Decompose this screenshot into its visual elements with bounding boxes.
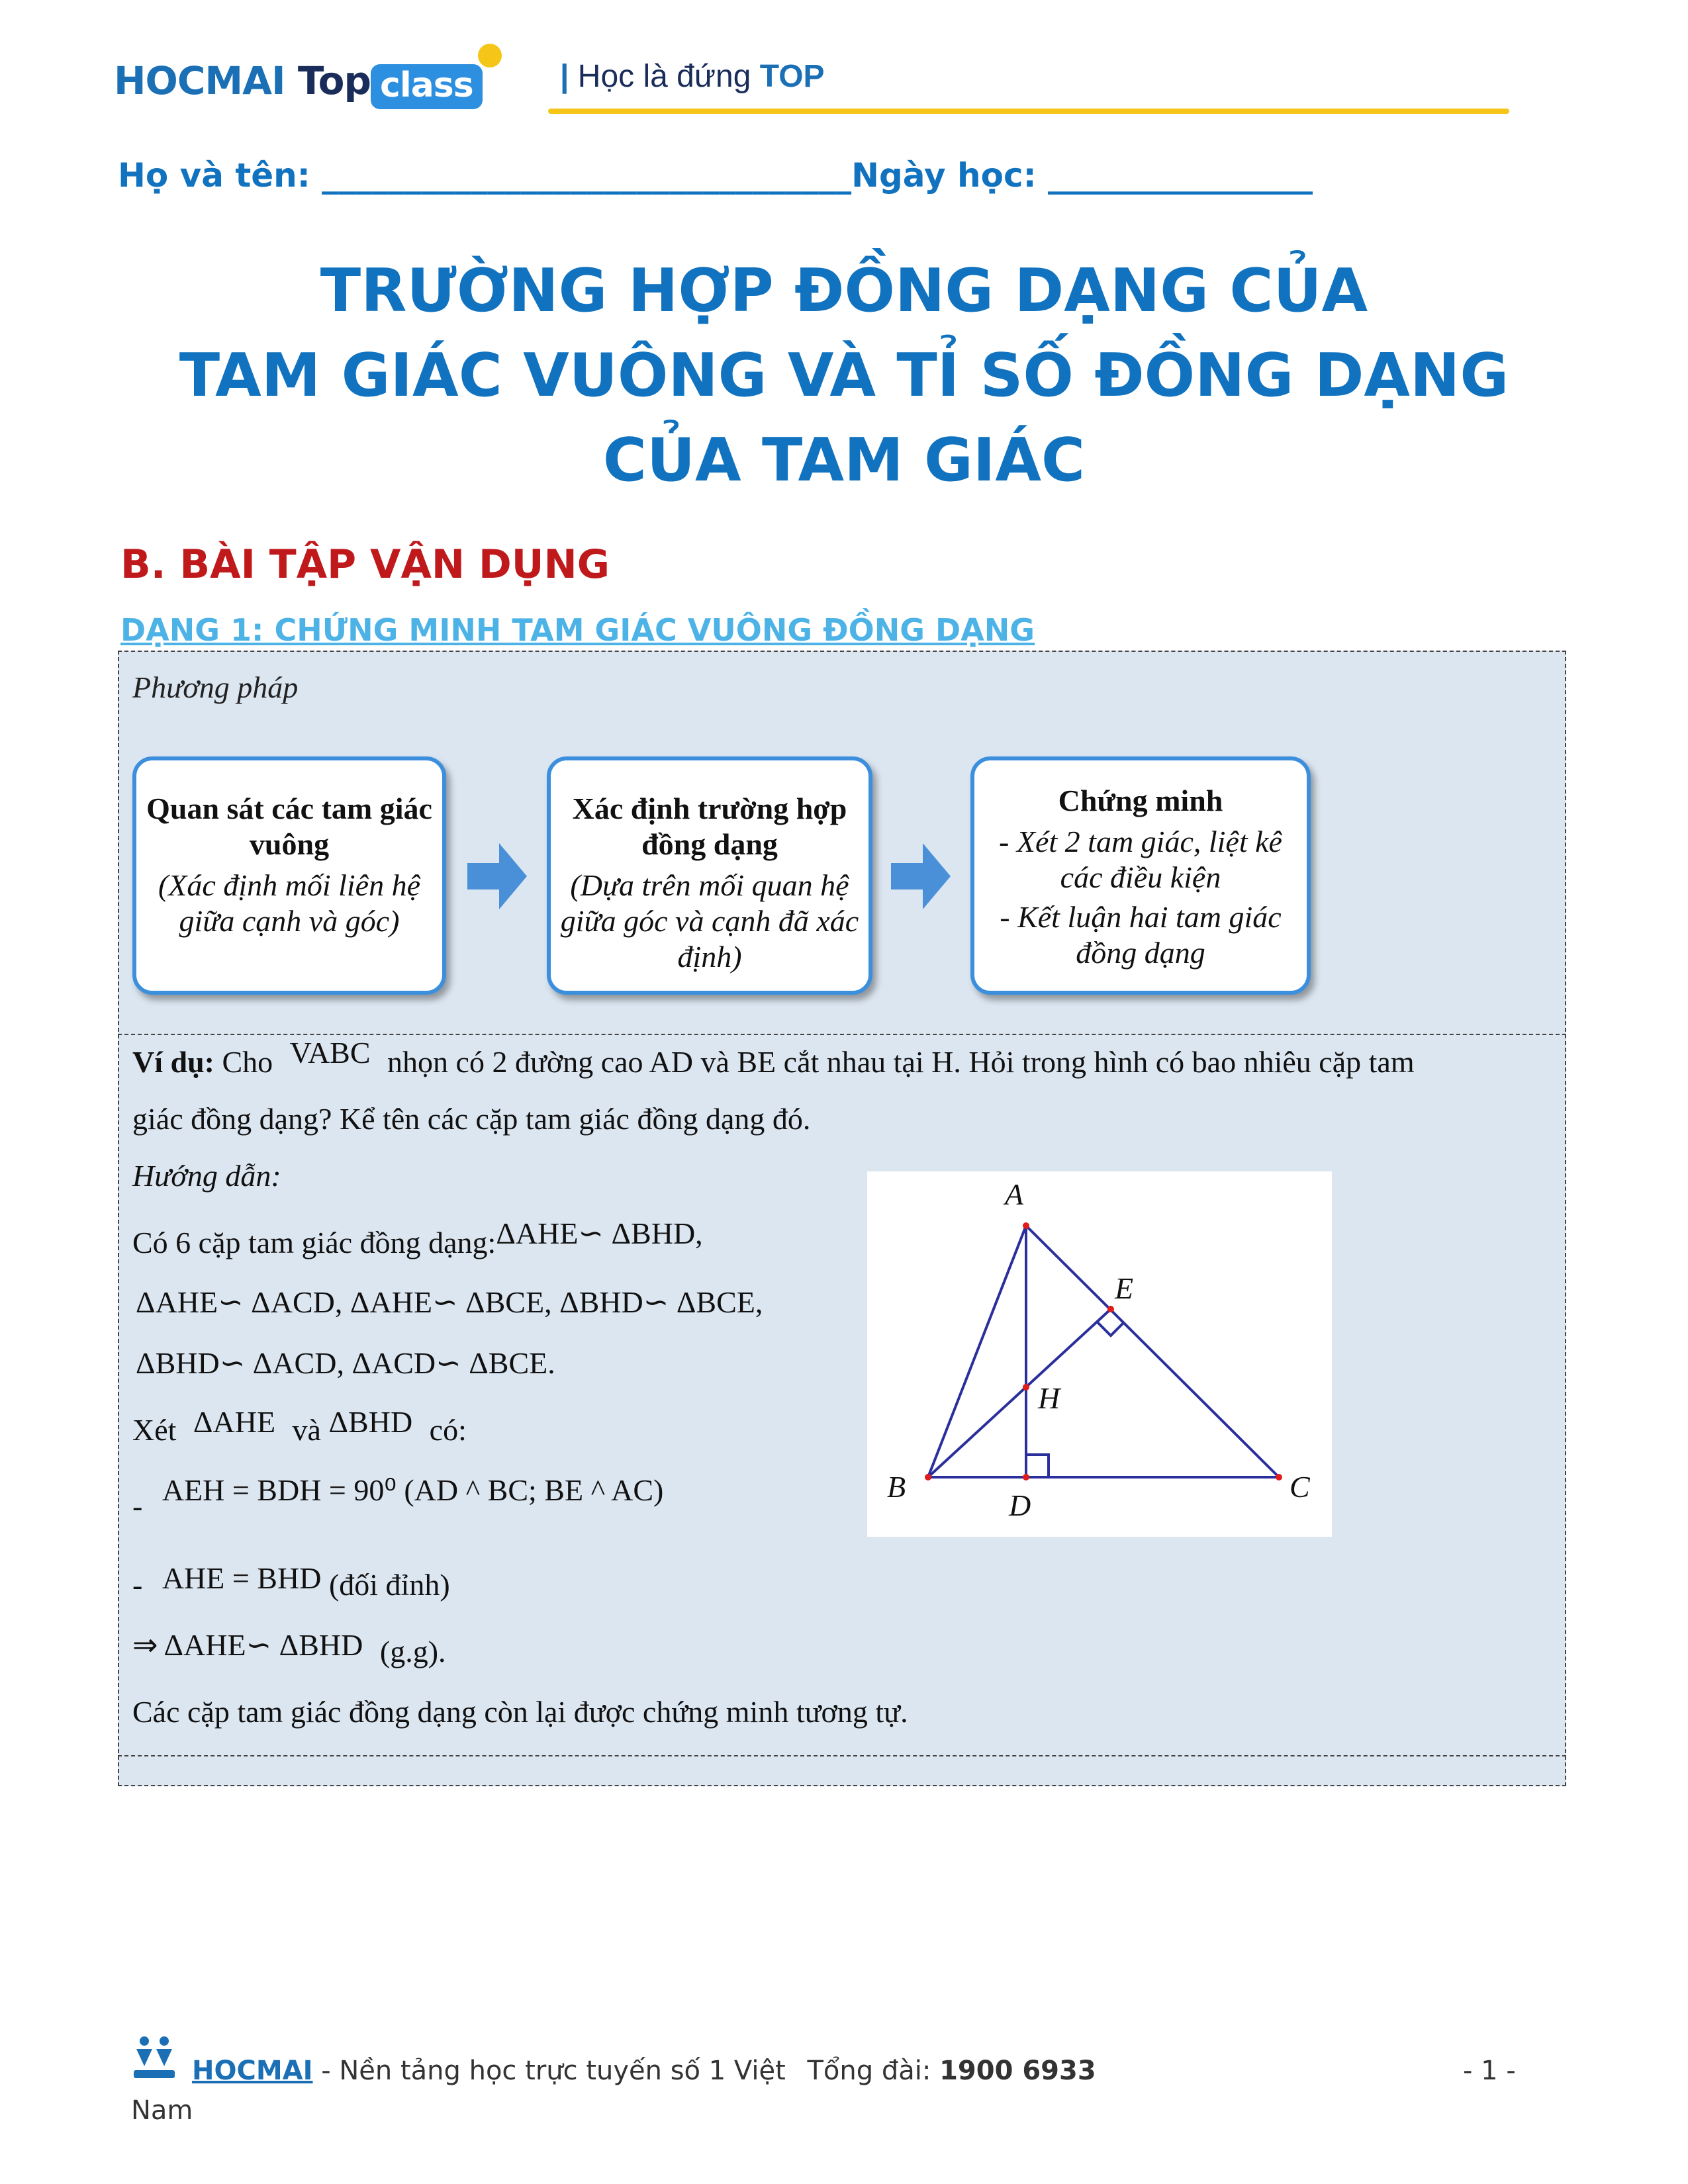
point-h [1023, 1384, 1029, 1390]
label-h: H [1038, 1381, 1060, 1415]
guide-line-2: ΔAHE∽ ΔACD, ΔAHE∽ ΔBCE, ΔBHD∽ ΔBCE, [136, 1285, 763, 1319]
point-a [1023, 1222, 1029, 1229]
guide-line-5 [132, 1472, 664, 1523]
star-icon [478, 44, 502, 68]
name-label: Họ và tên: [118, 156, 310, 195]
card-body: (Dựa trên mối quan hệ giữa góc và cạnh đã xác định) [560, 868, 859, 974]
title-line-3: CỦA TAM GIÁC [602, 426, 1086, 495]
title-line-2: TAM GIÁC VUÔNG VÀ TỈ SỐ ĐỒNG DẠNG [179, 341, 1509, 410]
dash: - [132, 1489, 143, 1523]
gg-note: (g.g). [379, 1635, 446, 1668]
section-subheading: DẠNG 1: CHỨNG MINH TAM GIÁC VUÔNG ĐỒNG DẠNG [120, 612, 1035, 648]
conclusion: ⇒ ΔAHE∽ ΔBHD [132, 1628, 363, 1662]
guide-prefix: Có 6 cặp tam giác đồng dạng: [132, 1226, 496, 1259]
label-d: D [1009, 1488, 1031, 1522]
arrow-right-icon [891, 843, 951, 909]
card-title: Chứng minh [1058, 784, 1223, 817]
guide-line-6 [132, 1561, 450, 1602]
label-c: C [1289, 1470, 1310, 1504]
footer-link[interactable]: HOCMAI [192, 2056, 313, 2086]
slogan-bold: TOP [759, 59, 825, 94]
date-label: Ngày học: [851, 156, 1037, 195]
slogan-divider: | [560, 59, 569, 94]
footer-tail: Nam [131, 2095, 193, 2126]
page-title [0, 249, 1688, 503]
angle-equation: AEH = BDH = 90⁰ (AD ^ BC; BE ^ AC) [162, 1473, 664, 1507]
point-e [1107, 1306, 1114, 1312]
date-blank: ________________ [1048, 156, 1313, 195]
slogan-text: Học là đứng [577, 59, 751, 94]
footer-text [192, 2056, 1096, 2086]
triangle-figure [867, 1171, 1332, 1537]
method-card-identify [547, 756, 872, 995]
box-divider [118, 1034, 1566, 1035]
label-e: E [1115, 1271, 1134, 1305]
label-a: A [1005, 1177, 1024, 1211]
guide-line-7 [132, 1628, 446, 1669]
footer-desc: - Nền tảng học trực tuyến số 1 Việt [312, 2056, 786, 2086]
example-line-1 [132, 1036, 1415, 1079]
title-line-1: TRƯỜNG HỢP ĐỒNG DẠNG CỦA [320, 256, 1368, 326]
student-info-row [118, 156, 1313, 195]
card-title: Quan sát các tam giác vuông [146, 792, 432, 861]
example-line-2: giác đồng dạng? Kể tên các cặp tam giác đồng dạng đó. [132, 1102, 811, 1136]
card-body: (Xác định mối liên hệ giữa cạnh và góc) [158, 868, 420, 938]
guide-line-1 [132, 1216, 703, 1260]
tri-ahe: ΔAHE [193, 1405, 276, 1439]
section-heading: B. BÀI TẬP VẬN DỤNG [120, 541, 610, 588]
altitude-be [928, 1309, 1111, 1477]
example-cho: Cho [222, 1045, 273, 1079]
arrow-right-icon [467, 843, 527, 909]
card-title: Xác định trường hợp đồng dạng [572, 792, 847, 861]
card-body-2: - Kết luận hai tam giác đồng dạng [1000, 900, 1282, 970]
side-ab [928, 1226, 1026, 1477]
guide-line-3: ΔBHD∽ ΔACD, ΔACD∽ ΔBCE. [136, 1346, 555, 1380]
guide-math: ΔAHE∽ ΔBHD, [496, 1216, 703, 1250]
triangle-diagram [867, 1171, 1332, 1537]
tri-bhd: ΔBHD [328, 1405, 413, 1439]
label-b: B [887, 1470, 906, 1504]
vertical-note: (đối đỉnh) [328, 1568, 450, 1602]
slogan [560, 58, 825, 95]
brand-class: class [371, 64, 483, 109]
point-c [1276, 1474, 1282, 1480]
method-card-prove [970, 756, 1311, 995]
brand-top: Top [297, 58, 371, 103]
method-label: Phương pháp [132, 670, 299, 704]
box-divider-bottom [118, 1755, 1566, 1756]
xet: Xét [132, 1413, 177, 1447]
hotline-label: Tổng đài: [807, 2056, 931, 2086]
example-triangle: VABC [289, 1036, 371, 1069]
hocmai-logo-icon [131, 2034, 177, 2081]
guide-label: Hướng dẫn: [132, 1159, 281, 1193]
right-angle-d [1026, 1455, 1049, 1477]
point-d [1023, 1474, 1029, 1480]
brand-hocmai: HOCMAI [114, 58, 285, 103]
dash: - [132, 1568, 143, 1602]
example-label: Ví dụ: [132, 1045, 214, 1079]
hotline-number: 1900 6933 [939, 2056, 1096, 2086]
angle-vertical: AHE = BHD [162, 1561, 322, 1595]
page-number: - 1 - [1463, 2056, 1516, 2086]
va: và [292, 1413, 321, 1447]
name-blank: ________________________________ [322, 156, 852, 195]
brand-logo [114, 58, 483, 107]
guide-line-8: Các cặp tam giác đồng dạng còn lại được chứng minh tương tự. [132, 1695, 908, 1729]
card-body-1: - Xét 2 tam giác, liệt kê các điều kiện [999, 825, 1282, 894]
co: có: [429, 1413, 467, 1447]
header-underline [548, 109, 1509, 114]
point-b [925, 1474, 931, 1480]
guide-line-4 [132, 1405, 467, 1447]
right-angle-e [1098, 1322, 1124, 1336]
example-rest: nhọn có 2 đường cao AD và BE cắt nhau tại H. Hỏi trong hình có bao nhiêu cặp tam [387, 1045, 1415, 1079]
method-card-observe [132, 756, 446, 995]
